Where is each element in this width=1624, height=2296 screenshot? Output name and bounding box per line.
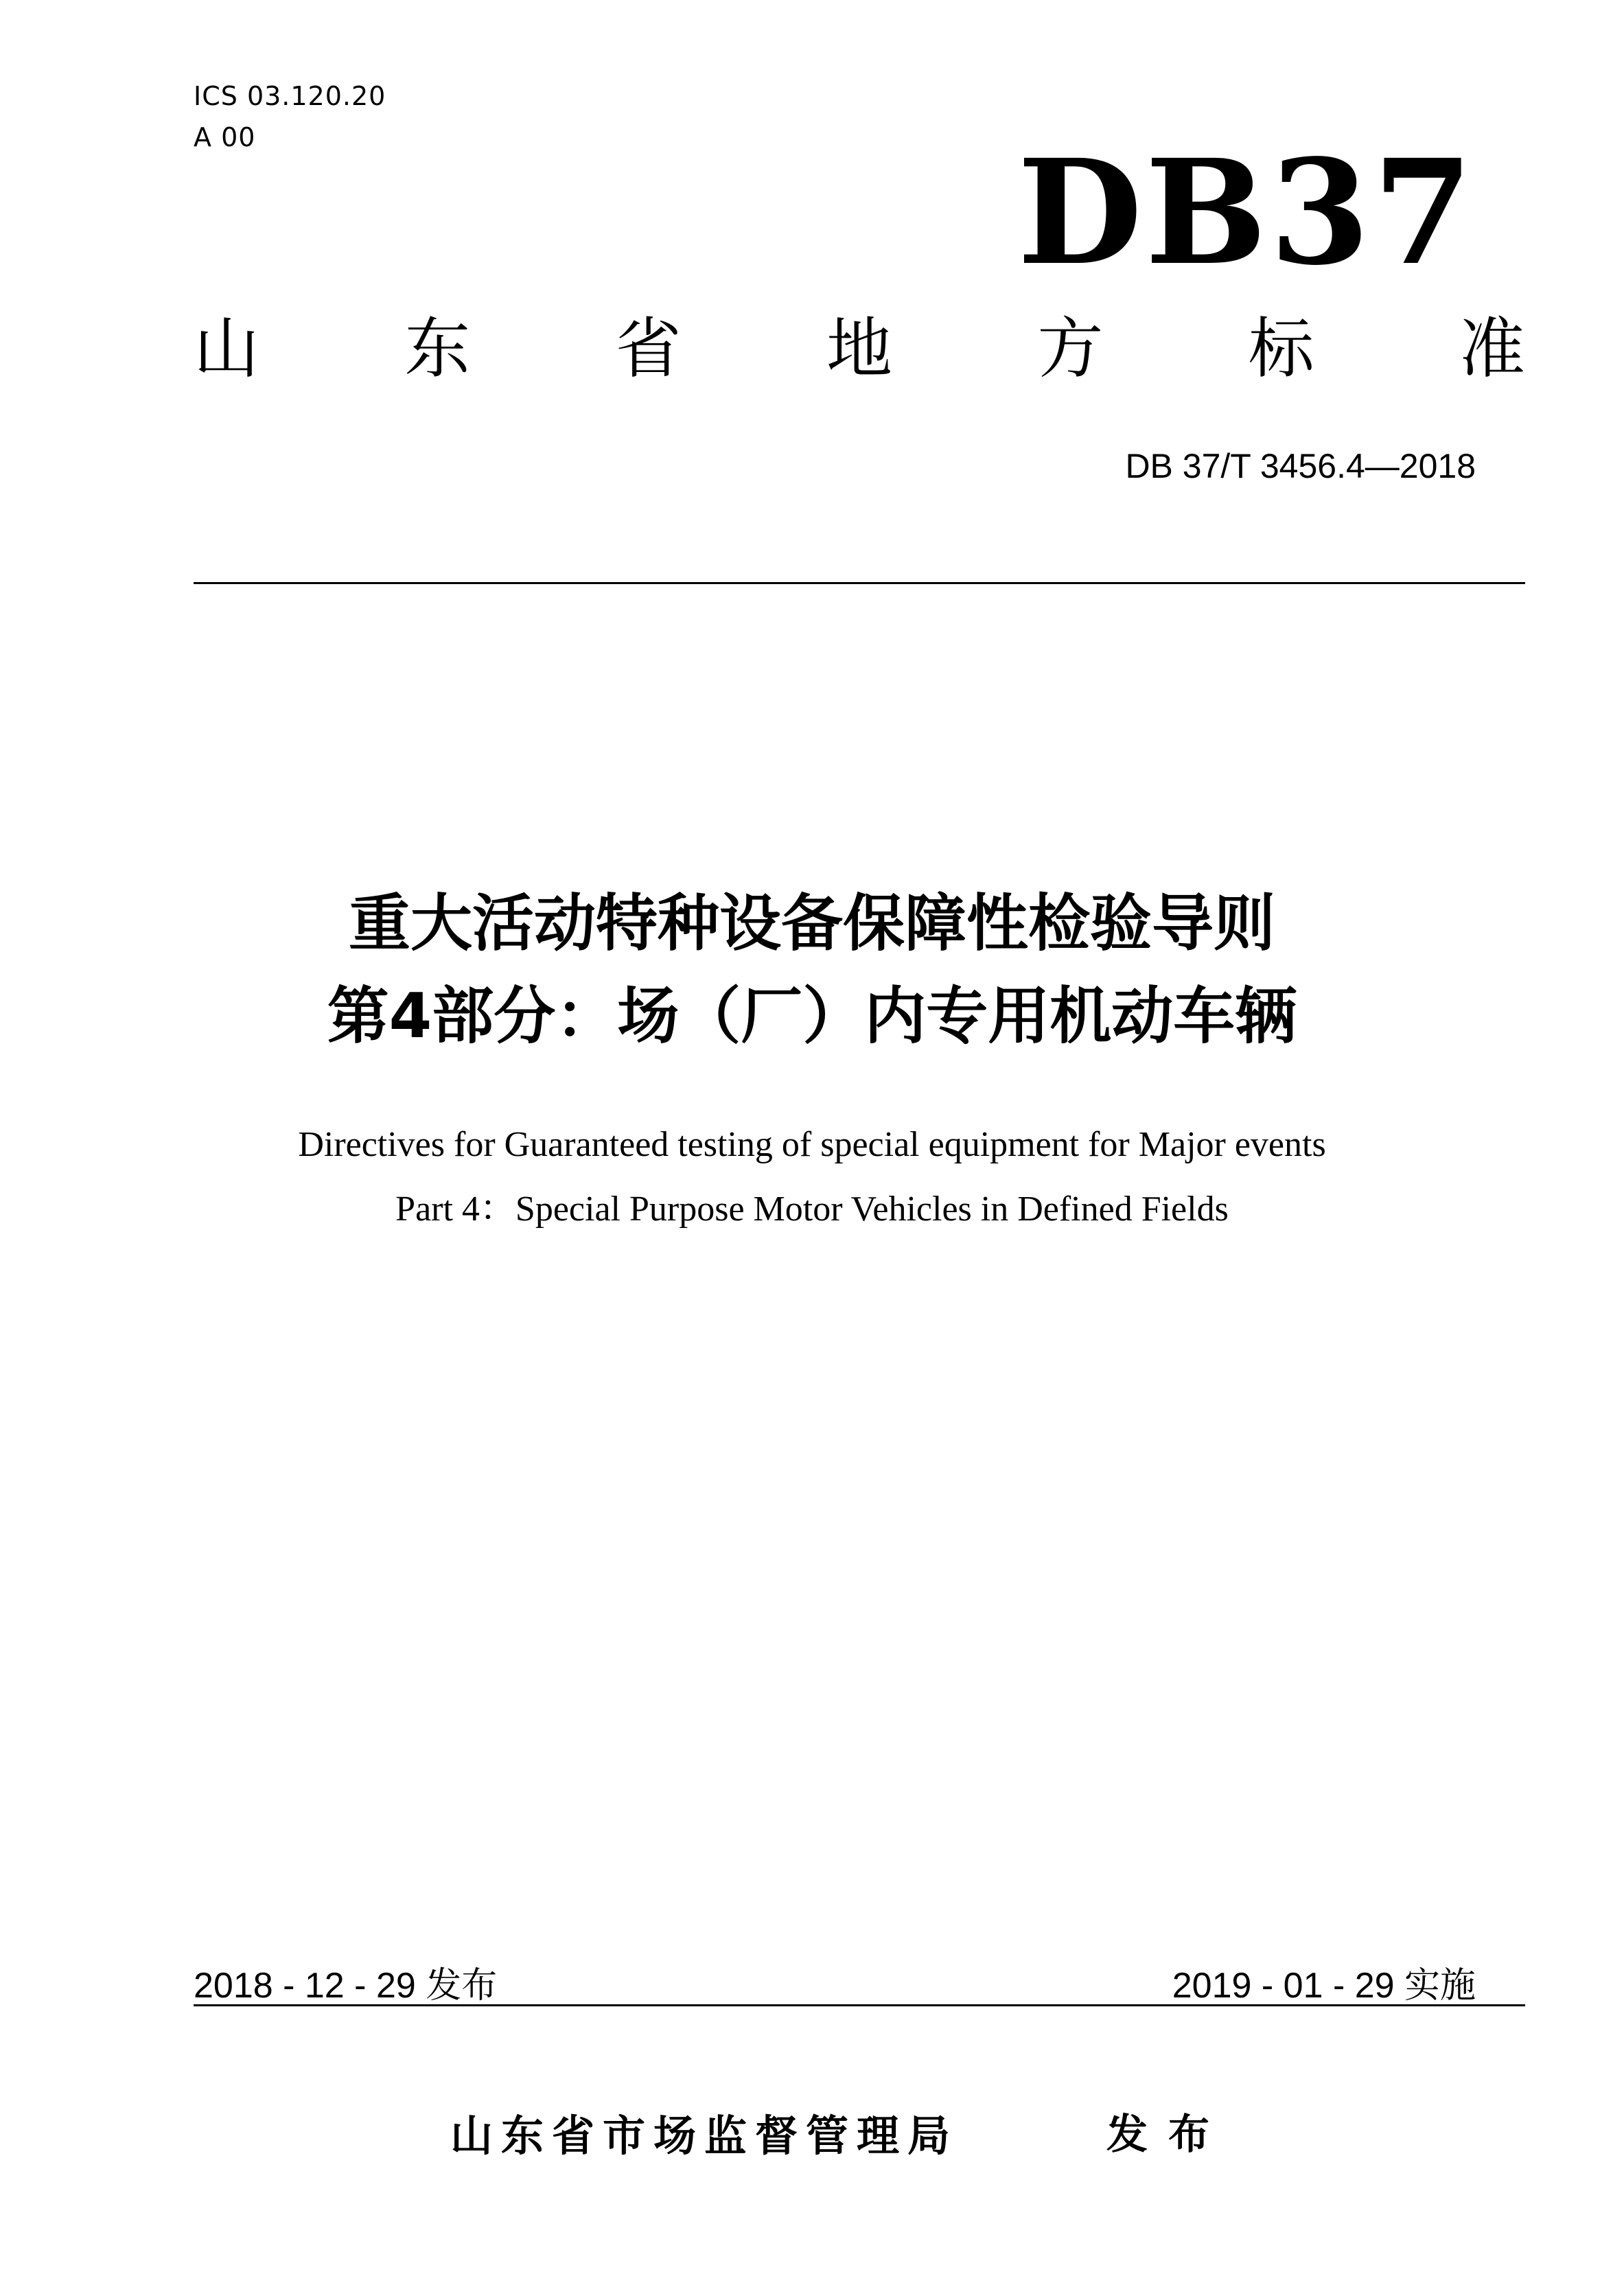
ics-code: ICS 03.120.20 — [194, 81, 386, 111]
standard-type-char: 标 — [1248, 310, 1314, 387]
standard-type-char: 方 — [1037, 310, 1104, 387]
title-en-line2: Part 4：Special Purpose Motor Vehicles in Defined Fields — [395, 1190, 1229, 1229]
issue-date: 2018 - 12 - 29 发布 — [194, 1966, 498, 2006]
implementation-date: 2019 - 01 - 29 实施 — [1172, 1966, 1476, 2006]
title-cn-line1: 重大活动特种设备保障性检验导则 — [349, 888, 1275, 960]
standard-code-logo: DB37 — [1017, 128, 1476, 297]
publish-label: 发布 — [1106, 2111, 1230, 2159]
publisher-name: 山东省市场监督管理局 — [450, 2111, 959, 2161]
footer-divider — [194, 2004, 1525, 2006]
title-en-line1: Directives for Guaranteed testing of special equipment for Major events — [298, 1125, 1326, 1164]
header-divider — [194, 582, 1525, 584]
standard-type-char: 山 — [194, 310, 259, 387]
standard-type-char: 准 — [1459, 310, 1525, 387]
standard-number: DB 37/T 3456.4—2018 — [1125, 447, 1476, 485]
classification-code: A 00 — [194, 122, 256, 152]
standard-type-char: 地 — [826, 310, 892, 387]
title-cn-line2: 第4部分：场（厂）内专用机动车辆 — [327, 980, 1297, 1052]
standard-type-char: 东 — [404, 310, 471, 387]
standard-type-heading — [194, 310, 1525, 387]
standard-type-char: 省 — [615, 310, 682, 387]
